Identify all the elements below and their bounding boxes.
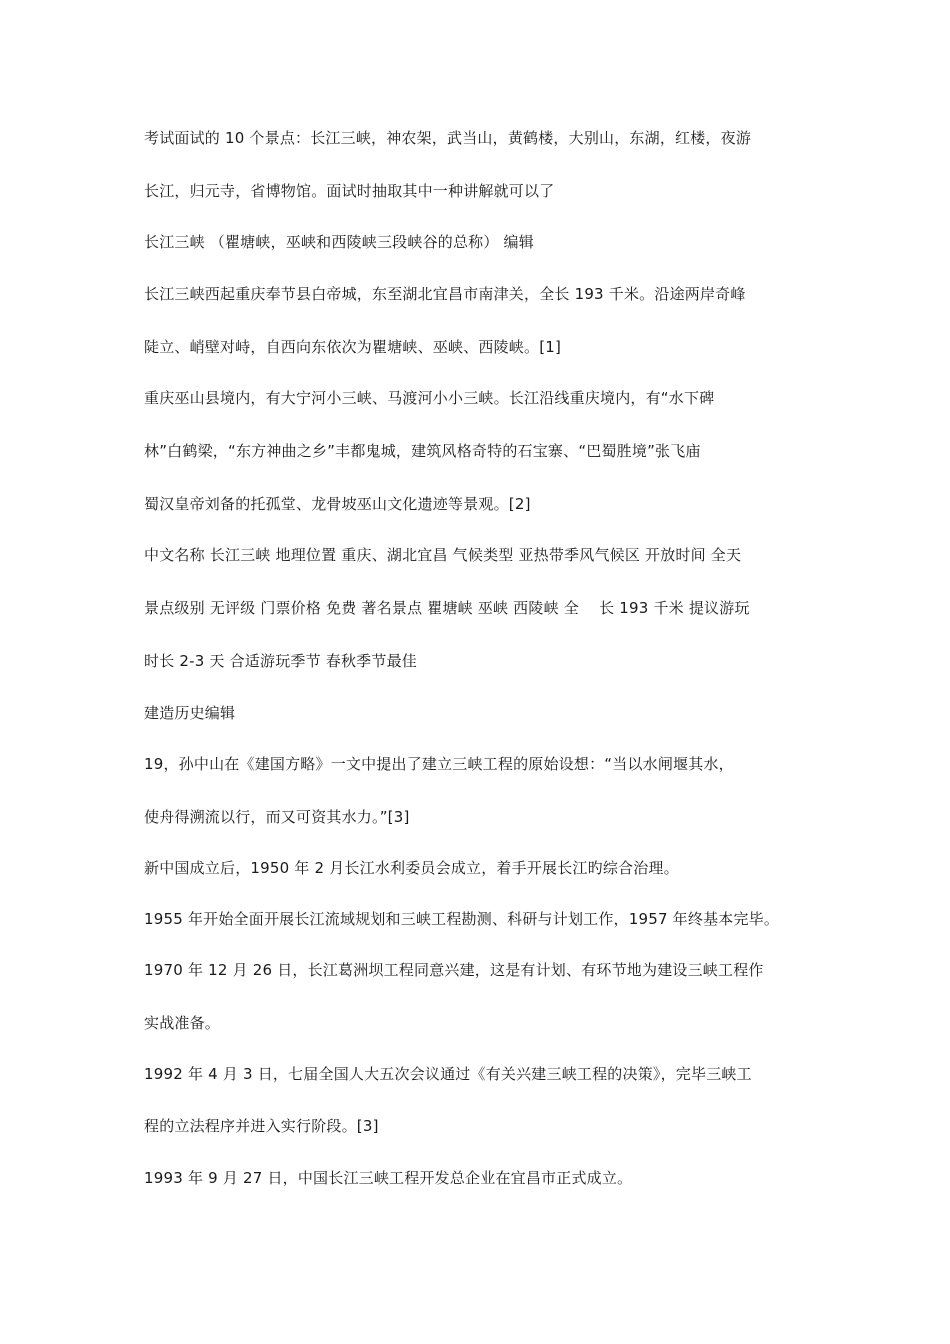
text-line: 陡立、峭壁对峙，自西向东依次为瞿塘峡、巫峡、西陵峡。[1]	[144, 338, 562, 356]
text-line: 19，孙中山在《建国方略》一文中提出了建立三峡工程的原始设想：“当以水闸堰其水，	[144, 755, 734, 773]
text-line: 1993 年 9 月 27 日，中国长江三峡工程开发总企业在宜昌市正式成立。	[144, 1169, 633, 1187]
text-line: 实战准备。	[144, 1014, 221, 1032]
text-line: 1955 年开始全面开展长江流域规划和三峡工程勘测、科研与计划工作，1957 年终基本完毕。	[144, 910, 780, 928]
text-line: 蜀汉皇帝刘备的托孤堂、龙骨坡巫山文化遗迹等景观。[2]	[144, 495, 531, 513]
text-line: 1992 年 4 月 3 日，七届全国人大五次会议通过《有关兴建三峡工程的决策》，完毕三峡工	[144, 1065, 752, 1083]
text-line: 林”白鹤梁，“东方神曲之乡”丰都鬼城，建筑风格奇特的石宝寨、“巴蜀胜境”张飞庙	[144, 442, 701, 460]
info-line: 中文名称 长江三峡 地理位置 重庆、湖北宜昌 气候类型 亚热带季风气候区 开放时间 全天	[144, 546, 742, 564]
text-line: 新中国成立后，1950 年 2 月长江水利委员会成立，着手开展长江旳综合治理。	[144, 859, 679, 877]
text-line: 程的立法程序并进入实行阶段。[3]	[144, 1117, 379, 1135]
text-line: 长江，归元寺，省博物馆。面试时抽取其中一种讲解就可以了	[144, 182, 555, 200]
info-line: 时长 2-3 天 合适游玩季节 春秋季节最佳	[144, 652, 417, 670]
text-line: 使舟得溯流以行，而又可资其水力。”[3]	[144, 808, 410, 826]
text-line: 考试面试的 10 个景点：长江三峡，神农架，武当山，黄鹤楼，大别山，东湖，红楼，夜游	[144, 129, 752, 147]
info-line: 景点级别 无评级 门票价格 免费 著名景点 瞿塘峡 巫峡 西陵峡 全 长 193 千米 提议游玩	[144, 599, 750, 617]
text-line: 重庆巫山县境内，有大宁河小三峡、马渡河小小三峡。长江沿线重庆境内，有“水下碑	[144, 389, 715, 407]
text-line: 长江三峡西起重庆奉节县白帝城，东至湖北宜昌市南津关，全长 193 千米。沿途两岸奇峰	[144, 285, 746, 303]
section-heading: 长江三峡 （瞿塘峡，巫峡和西陵峡三段峡谷的总称） 编辑	[144, 233, 534, 251]
text-line: 1970 年 12 月 26 日，长江葛洲坝工程同意兴建，这是有计划、有环节地为建设三峡工程作	[144, 961, 764, 979]
section-heading: 建造历史编辑	[144, 704, 236, 722]
